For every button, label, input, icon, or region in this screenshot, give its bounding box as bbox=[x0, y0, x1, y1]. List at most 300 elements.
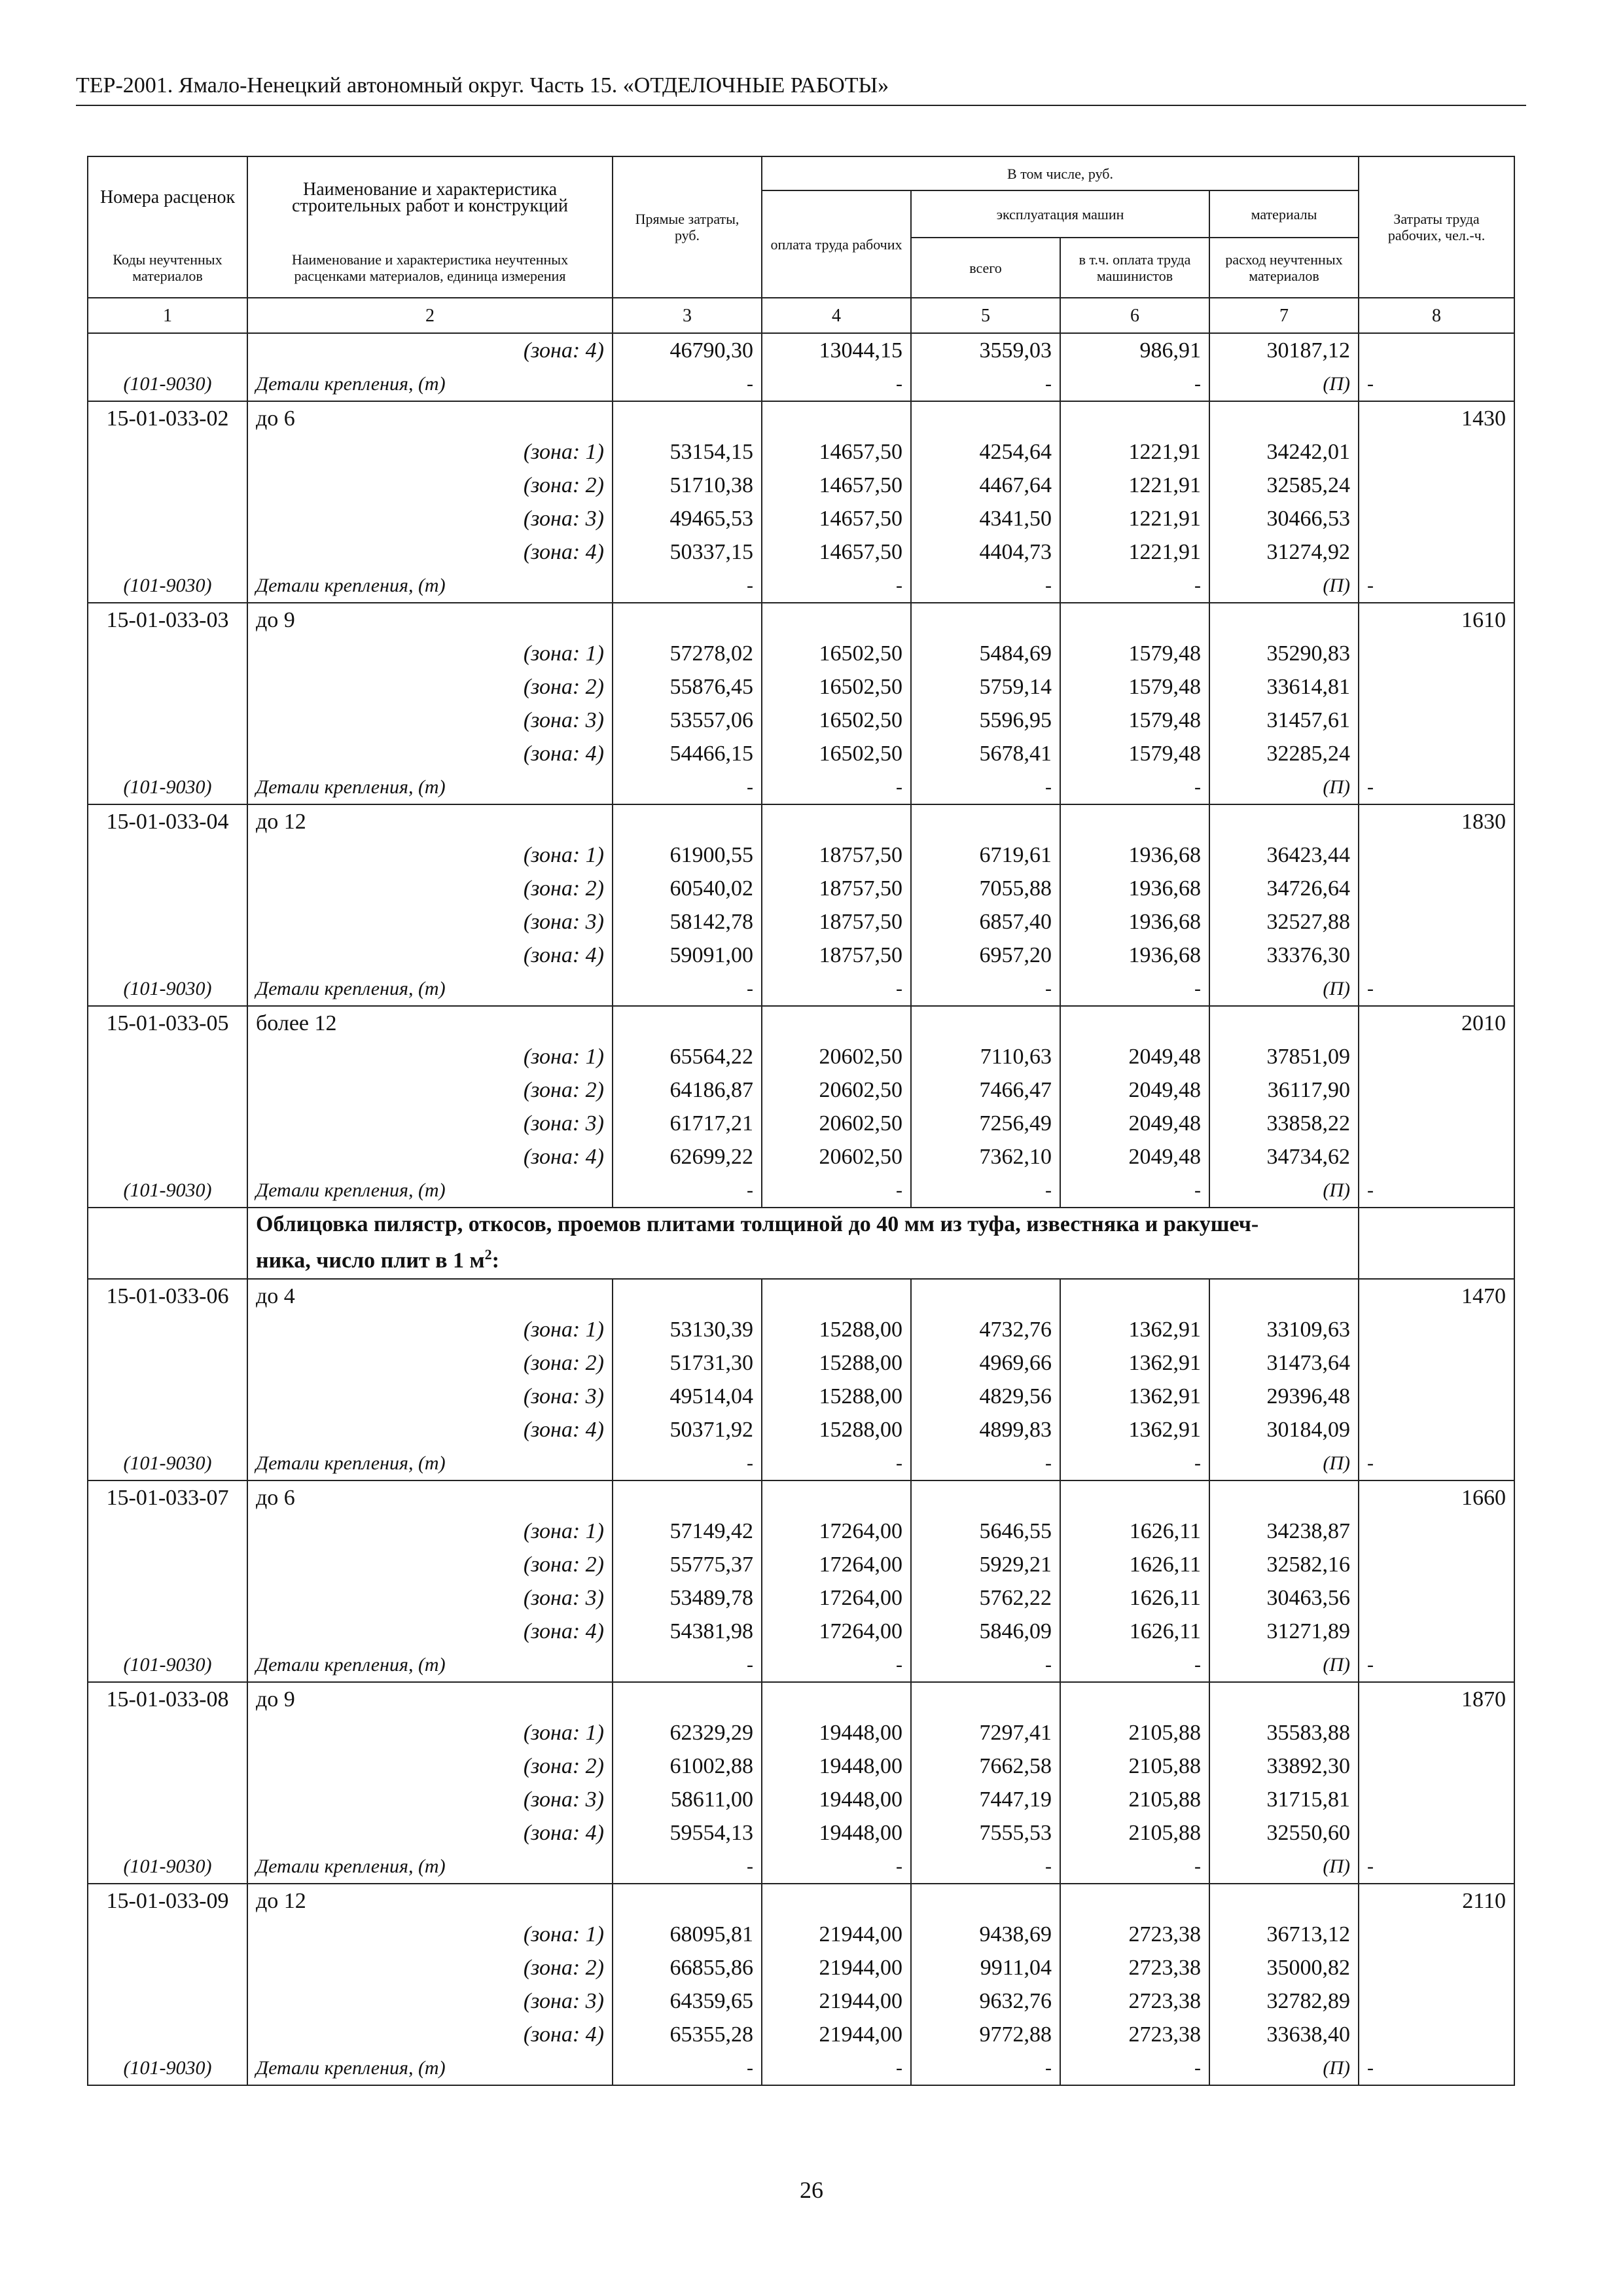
wages-cost: 13044,15 bbox=[762, 333, 911, 367]
material-row bbox=[88, 1446, 1514, 1480]
machines-cost: 4899,83 bbox=[911, 1413, 1060, 1446]
empty-cell bbox=[88, 469, 247, 502]
zone-label: (зона: 2) bbox=[247, 670, 613, 704]
machines-cost: 5846,09 bbox=[911, 1615, 1060, 1648]
direct-cost: 60540,02 bbox=[613, 872, 762, 905]
rate-code: 15-01-033-03 bbox=[88, 603, 247, 637]
machinist-wages: 1936,68 bbox=[1060, 872, 1209, 905]
labor-cost: 1660 bbox=[1359, 1480, 1514, 1515]
empty-cell bbox=[88, 838, 247, 872]
wages-cost: - bbox=[762, 2051, 911, 2085]
materials-cost: 30184,09 bbox=[1209, 1413, 1359, 1446]
machinist-wages: 1626,11 bbox=[1060, 1548, 1209, 1581]
machinist-wages: 2049,48 bbox=[1060, 1140, 1209, 1174]
zone-row bbox=[88, 905, 1514, 939]
machines-cost: 7662,58 bbox=[911, 1749, 1060, 1783]
machines-cost: 5678,41 bbox=[911, 737, 1060, 770]
empty-cell bbox=[613, 1884, 762, 1918]
empty-cell bbox=[613, 1480, 762, 1515]
wages-cost: 18757,50 bbox=[762, 939, 911, 972]
zone-label: (зона: 1) bbox=[247, 1515, 613, 1548]
zone-row bbox=[88, 1951, 1514, 1984]
section-heading-line2: ника, число плит в 1 м bbox=[256, 1248, 485, 1273]
zone-row bbox=[88, 435, 1514, 469]
col-header-machines-total: всего bbox=[911, 238, 1060, 298]
machinist-wages: 2723,38 bbox=[1060, 1918, 1209, 1951]
empty-cell bbox=[1359, 939, 1514, 972]
wages-cost: 18757,50 bbox=[762, 872, 911, 905]
empty-cell bbox=[1359, 905, 1514, 939]
labor-cost: - bbox=[1359, 770, 1514, 804]
materials-cost: (П) bbox=[1209, 1648, 1359, 1682]
material-row bbox=[88, 367, 1514, 401]
direct-cost: - bbox=[613, 1446, 762, 1480]
materials-cost: 34726,64 bbox=[1209, 872, 1359, 905]
zone-label: (зона: 3) bbox=[247, 704, 613, 737]
empty-cell bbox=[1359, 1313, 1514, 1346]
wages-cost: 15288,00 bbox=[762, 1380, 911, 1413]
direct-cost: 53154,15 bbox=[613, 435, 762, 469]
empty-cell bbox=[88, 704, 247, 737]
empty-cell bbox=[1359, 469, 1514, 502]
direct-cost: - bbox=[613, 770, 762, 804]
empty-cell bbox=[88, 737, 247, 770]
rate-code: 15-01-033-05 bbox=[88, 1006, 247, 1040]
materials-cost: 35290,83 bbox=[1209, 637, 1359, 670]
empty-cell bbox=[1060, 401, 1209, 435]
zone-label: (зона: 4) bbox=[247, 1413, 613, 1446]
labor-cost: - bbox=[1359, 1648, 1514, 1682]
empty-cell bbox=[1359, 1615, 1514, 1648]
empty-cell bbox=[1359, 1951, 1514, 1984]
zone-row bbox=[88, 502, 1514, 535]
materials-cost: 34242,01 bbox=[1209, 435, 1359, 469]
empty-cell bbox=[88, 939, 247, 972]
zone-row bbox=[88, 1749, 1514, 1783]
material-row bbox=[88, 1174, 1514, 1208]
wages-cost: 16502,50 bbox=[762, 704, 911, 737]
materials-cost: 32582,16 bbox=[1209, 1548, 1359, 1581]
column-numbers-row bbox=[88, 298, 1514, 333]
empty-cell bbox=[1359, 1107, 1514, 1140]
materials-cost: 32782,89 bbox=[1209, 1984, 1359, 2018]
machines-cost: 4404,73 bbox=[911, 535, 1060, 569]
material-name: Детали крепления, (т) bbox=[247, 367, 613, 401]
materials-cost: 36423,44 bbox=[1209, 838, 1359, 872]
empty-cell bbox=[911, 1480, 1060, 1515]
materials-cost: 35000,82 bbox=[1209, 1951, 1359, 1984]
zone-label: (зона: 4) bbox=[247, 737, 613, 770]
machines-cost: 7297,41 bbox=[911, 1716, 1060, 1749]
empty-cell bbox=[762, 1682, 911, 1716]
machines-cost: 4254,64 bbox=[911, 435, 1060, 469]
wages-cost: 21944,00 bbox=[762, 2018, 911, 2051]
zone-label: (зона: 4) bbox=[247, 939, 613, 972]
material-name: Детали крепления, (т) bbox=[247, 1174, 613, 1208]
empty-cell bbox=[88, 333, 247, 367]
machinist-wages: 2049,48 bbox=[1060, 1107, 1209, 1140]
labor-cost: - bbox=[1359, 1174, 1514, 1208]
empty-cell bbox=[762, 1279, 911, 1313]
section-heading-row bbox=[88, 1208, 1514, 1279]
empty-cell bbox=[1359, 1515, 1514, 1548]
materials-cost: 33638,40 bbox=[1209, 2018, 1359, 2051]
machinist-wages: 1221,91 bbox=[1060, 535, 1209, 569]
zone-label: (зона: 2) bbox=[247, 1073, 613, 1107]
rate-name: до 12 bbox=[247, 1884, 613, 1918]
empty-cell bbox=[88, 1918, 247, 1951]
materials-cost: (П) bbox=[1209, 1174, 1359, 1208]
direct-cost: 55775,37 bbox=[613, 1548, 762, 1581]
empty-cell bbox=[911, 1279, 1060, 1313]
materials-cost: (П) bbox=[1209, 569, 1359, 603]
zone-row bbox=[88, 1716, 1514, 1749]
empty-cell bbox=[1359, 2018, 1514, 2051]
wages-cost: 20602,50 bbox=[762, 1040, 911, 1073]
zone-label: (зона: 3) bbox=[247, 1984, 613, 2018]
zone-row bbox=[88, 1107, 1514, 1140]
materials-cost: 36117,90 bbox=[1209, 1073, 1359, 1107]
page-header: ТЕР-2001. Ямало-Ненецкий автономный округ. Часть 15. «ОТДЕЛОЧНЫЕ РАБОТЫ» bbox=[76, 73, 889, 98]
zone-label: (зона: 3) bbox=[247, 905, 613, 939]
direct-cost: 53557,06 bbox=[613, 704, 762, 737]
machinist-wages: 2723,38 bbox=[1060, 1984, 1209, 2018]
materials-cost: 31715,81 bbox=[1209, 1783, 1359, 1816]
labor-cost: 1470 bbox=[1359, 1279, 1514, 1313]
direct-cost: 64359,65 bbox=[613, 1984, 762, 2018]
machinist-wages: - bbox=[1060, 770, 1209, 804]
empty-cell bbox=[613, 401, 762, 435]
direct-cost: - bbox=[613, 2051, 762, 2085]
empty-cell bbox=[88, 435, 247, 469]
materials-cost: 34734,62 bbox=[1209, 1140, 1359, 1174]
machines-cost: - bbox=[911, 972, 1060, 1006]
machinist-wages: 1362,91 bbox=[1060, 1313, 1209, 1346]
direct-cost: 65355,28 bbox=[613, 2018, 762, 2051]
empty-cell bbox=[613, 804, 762, 838]
zone-row bbox=[88, 939, 1514, 972]
material-name: Детали крепления, (т) bbox=[247, 1446, 613, 1480]
materials-cost: (П) bbox=[1209, 2051, 1359, 2085]
wages-cost: 16502,50 bbox=[762, 670, 911, 704]
zone-label: (зона: 1) bbox=[247, 1716, 613, 1749]
empty-cell bbox=[1209, 1480, 1359, 1515]
zone-row bbox=[88, 1073, 1514, 1107]
direct-cost: 54466,15 bbox=[613, 737, 762, 770]
zone-label: (зона: 4) bbox=[247, 1615, 613, 1648]
zone-label: (зона: 1) bbox=[247, 838, 613, 872]
material-row bbox=[88, 2051, 1514, 2085]
direct-cost: 68095,81 bbox=[613, 1918, 762, 1951]
rate-name: до 9 bbox=[247, 1682, 613, 1716]
materials-cost: 32585,24 bbox=[1209, 469, 1359, 502]
empty-cell bbox=[88, 1984, 247, 2018]
zone-row bbox=[88, 1548, 1514, 1581]
zone-label: (зона: 1) bbox=[247, 637, 613, 670]
empty-cell bbox=[1359, 872, 1514, 905]
machines-cost: - bbox=[911, 569, 1060, 603]
labor-cost: - bbox=[1359, 1850, 1514, 1884]
labor-cost: 2010 bbox=[1359, 1006, 1514, 1040]
direct-cost: 51710,38 bbox=[613, 469, 762, 502]
empty-cell bbox=[88, 1313, 247, 1346]
machinist-wages: 1579,48 bbox=[1060, 637, 1209, 670]
wages-cost: - bbox=[762, 367, 911, 401]
section-heading-tail: : bbox=[491, 1248, 499, 1273]
zone-label: (зона: 4) bbox=[247, 333, 613, 367]
direct-cost: 61002,88 bbox=[613, 1749, 762, 1783]
machinist-wages: 2049,48 bbox=[1060, 1040, 1209, 1073]
col-header-machines-wages: в т.ч. оплата труда машинистов bbox=[1060, 238, 1209, 298]
materials-cost: 34238,87 bbox=[1209, 1515, 1359, 1548]
machines-cost: 7256,49 bbox=[911, 1107, 1060, 1140]
empty-cell bbox=[88, 502, 247, 535]
material-name: Детали крепления, (т) bbox=[247, 2051, 613, 2085]
empty-cell bbox=[88, 1716, 247, 1749]
zone-label: (зона: 3) bbox=[247, 502, 613, 535]
materials-cost: (П) bbox=[1209, 367, 1359, 401]
materials-cost: 31473,64 bbox=[1209, 1346, 1359, 1380]
direct-cost: 49465,53 bbox=[613, 502, 762, 535]
direct-cost: - bbox=[613, 1174, 762, 1208]
zone-row bbox=[88, 1413, 1514, 1446]
empty-cell bbox=[88, 1615, 247, 1648]
empty-cell bbox=[88, 637, 247, 670]
machinist-wages: 2723,38 bbox=[1060, 2018, 1209, 2051]
wages-cost: 18757,50 bbox=[762, 905, 911, 939]
empty-cell bbox=[1359, 670, 1514, 704]
zone-label: (зона: 3) bbox=[247, 1581, 613, 1615]
wages-cost: 19448,00 bbox=[762, 1816, 911, 1850]
wages-cost: 14657,50 bbox=[762, 535, 911, 569]
direct-cost: - bbox=[613, 569, 762, 603]
machines-cost: - bbox=[911, 2051, 1060, 2085]
machinist-wages: 1362,91 bbox=[1060, 1346, 1209, 1380]
empty-cell bbox=[613, 603, 762, 637]
machines-cost: - bbox=[911, 367, 1060, 401]
material-name: Детали крепления, (т) bbox=[247, 1850, 613, 1884]
machinist-wages: 1362,91 bbox=[1060, 1413, 1209, 1446]
wages-cost: 16502,50 bbox=[762, 637, 911, 670]
empty-cell bbox=[88, 1140, 247, 1174]
empty-cell bbox=[1359, 1413, 1514, 1446]
direct-cost: 58611,00 bbox=[613, 1783, 762, 1816]
col-header-wages: оплата труда рабочих bbox=[762, 190, 911, 298]
page-number: 26 bbox=[800, 2177, 823, 2203]
material-code: (101-9030) bbox=[88, 972, 247, 1006]
zone-label: (зона: 2) bbox=[247, 872, 613, 905]
labor-cost: 1830 bbox=[1359, 804, 1514, 838]
wages-cost: - bbox=[762, 1850, 911, 1884]
materials-cost: 36713,12 bbox=[1209, 1918, 1359, 1951]
empty-cell bbox=[911, 1006, 1060, 1040]
rate-name: более 12 bbox=[247, 1006, 613, 1040]
materials-cost: (П) bbox=[1209, 1446, 1359, 1480]
machinist-wages: 1579,48 bbox=[1060, 670, 1209, 704]
zone-row bbox=[88, 333, 1514, 367]
col-header-name: Наименование и характеристика строительных работ и конструкций bbox=[247, 156, 613, 238]
empty-cell bbox=[1359, 637, 1514, 670]
empty-cell bbox=[88, 1783, 247, 1816]
labor-cost: 2110 bbox=[1359, 1884, 1514, 1918]
section-edge bbox=[88, 1208, 247, 1279]
empty-cell bbox=[762, 1480, 911, 1515]
empty-cell bbox=[1359, 1984, 1514, 2018]
machines-cost: 6719,61 bbox=[911, 838, 1060, 872]
empty-cell bbox=[762, 401, 911, 435]
col-header-including: В том числе, руб. bbox=[762, 156, 1359, 190]
empty-cell bbox=[1359, 1380, 1514, 1413]
materials-cost: 33892,30 bbox=[1209, 1749, 1359, 1783]
zone-row bbox=[88, 1515, 1514, 1548]
rate-row bbox=[88, 1682, 1514, 1716]
col-number: 6 bbox=[1060, 298, 1209, 333]
machines-cost: - bbox=[911, 1446, 1060, 1480]
zone-row bbox=[88, 1313, 1514, 1346]
direct-cost: 51731,30 bbox=[613, 1346, 762, 1380]
rate-name: до 6 bbox=[247, 1480, 613, 1515]
empty-cell bbox=[1209, 804, 1359, 838]
wages-cost: 20602,50 bbox=[762, 1107, 911, 1140]
material-code: (101-9030) bbox=[88, 367, 247, 401]
direct-cost: - bbox=[613, 367, 762, 401]
empty-cell bbox=[88, 1515, 247, 1548]
zone-row bbox=[88, 1380, 1514, 1413]
zone-label: (зона: 2) bbox=[247, 1548, 613, 1581]
wages-cost: - bbox=[762, 770, 911, 804]
col-number: 8 bbox=[1359, 298, 1514, 333]
col-header-direct: Прямые затраты, руб. bbox=[613, 156, 762, 298]
machines-cost: 5646,55 bbox=[911, 1515, 1060, 1548]
empty-cell bbox=[911, 603, 1060, 637]
machines-cost: 7555,53 bbox=[911, 1816, 1060, 1850]
direct-cost: 50337,15 bbox=[613, 535, 762, 569]
zone-row bbox=[88, 1984, 1514, 2018]
labor-cost: 1870 bbox=[1359, 1682, 1514, 1716]
labor-cost: 1610 bbox=[1359, 603, 1514, 637]
machinist-wages: - bbox=[1060, 367, 1209, 401]
empty-cell bbox=[1060, 1279, 1209, 1313]
rate-row bbox=[88, 1884, 1514, 1918]
col-number: 2 bbox=[247, 298, 613, 333]
empty-cell bbox=[88, 1749, 247, 1783]
direct-cost: 62329,29 bbox=[613, 1716, 762, 1749]
materials-cost: (П) bbox=[1209, 1850, 1359, 1884]
material-name: Детали крепления, (т) bbox=[247, 1648, 613, 1682]
zone-row bbox=[88, 1918, 1514, 1951]
zone-label: (зона: 2) bbox=[247, 1346, 613, 1380]
machines-cost: 7362,10 bbox=[911, 1140, 1060, 1174]
machines-cost: - bbox=[911, 1174, 1060, 1208]
machinist-wages: 1936,68 bbox=[1060, 939, 1209, 972]
wages-cost: 14657,50 bbox=[762, 502, 911, 535]
direct-cost: 57149,42 bbox=[613, 1515, 762, 1548]
empty-cell bbox=[1060, 603, 1209, 637]
empty-cell bbox=[88, 1413, 247, 1446]
empty-cell bbox=[88, 670, 247, 704]
empty-cell bbox=[1209, 401, 1359, 435]
materials-cost: 31457,61 bbox=[1209, 704, 1359, 737]
direct-cost: 53489,78 bbox=[613, 1581, 762, 1615]
rate-row bbox=[88, 1279, 1514, 1313]
zone-row bbox=[88, 535, 1514, 569]
wages-cost: 15288,00 bbox=[762, 1413, 911, 1446]
empty-cell bbox=[762, 804, 911, 838]
zone-row bbox=[88, 872, 1514, 905]
empty-cell bbox=[1359, 1749, 1514, 1783]
material-row bbox=[88, 1648, 1514, 1682]
machines-cost: 5484,69 bbox=[911, 637, 1060, 670]
wages-cost: 19448,00 bbox=[762, 1749, 911, 1783]
materials-cost: 33376,30 bbox=[1209, 939, 1359, 972]
empty-cell bbox=[1359, 502, 1514, 535]
material-code: (101-9030) bbox=[88, 1850, 247, 1884]
machines-cost: 6857,40 bbox=[911, 905, 1060, 939]
materials-cost: 32527,88 bbox=[1209, 905, 1359, 939]
material-row bbox=[88, 569, 1514, 603]
empty-cell bbox=[1209, 1884, 1359, 1918]
empty-cell bbox=[88, 2018, 247, 2051]
rate-name: до 6 bbox=[247, 401, 613, 435]
machines-cost: 5929,21 bbox=[911, 1548, 1060, 1581]
material-code: (101-9030) bbox=[88, 770, 247, 804]
zone-label: (зона: 3) bbox=[247, 1783, 613, 1816]
machinist-wages: 1626,11 bbox=[1060, 1515, 1209, 1548]
empty-cell bbox=[88, 1073, 247, 1107]
machinist-wages: 1221,91 bbox=[1060, 469, 1209, 502]
materials-cost: 32550,60 bbox=[1209, 1816, 1359, 1850]
empty-cell bbox=[911, 401, 1060, 435]
zone-label: (зона: 2) bbox=[247, 469, 613, 502]
col-number: 7 bbox=[1209, 298, 1359, 333]
machines-cost: 9438,69 bbox=[911, 1918, 1060, 1951]
empty-cell bbox=[88, 1380, 247, 1413]
col-header-code: Номера расценок bbox=[88, 156, 247, 238]
machinist-wages: 1936,68 bbox=[1060, 838, 1209, 872]
labor-cost: - bbox=[1359, 972, 1514, 1006]
zone-label: (зона: 1) bbox=[247, 1313, 613, 1346]
machinist-wages: 2105,88 bbox=[1060, 1816, 1209, 1850]
wages-cost: 21944,00 bbox=[762, 1984, 911, 2018]
col-number: 1 bbox=[88, 298, 247, 333]
machines-cost: - bbox=[911, 770, 1060, 804]
empty-cell bbox=[1359, 1581, 1514, 1615]
machinist-wages: 2723,38 bbox=[1060, 1951, 1209, 1984]
empty-cell bbox=[1359, 1040, 1514, 1073]
section-heading bbox=[247, 1208, 1359, 1279]
direct-cost: 55876,45 bbox=[613, 670, 762, 704]
table-header bbox=[88, 156, 1514, 333]
wages-cost: 19448,00 bbox=[762, 1783, 911, 1816]
empty-cell bbox=[88, 1040, 247, 1073]
empty-cell bbox=[1359, 333, 1514, 367]
rate-code: 15-01-033-08 bbox=[88, 1682, 247, 1716]
direct-cost: 66855,86 bbox=[613, 1951, 762, 1984]
zone-row bbox=[88, 1783, 1514, 1816]
empty-cell bbox=[88, 1951, 247, 1984]
zone-row bbox=[88, 1140, 1514, 1174]
material-code: (101-9030) bbox=[88, 1446, 247, 1480]
col-header-materials: материалы bbox=[1209, 190, 1359, 238]
machines-cost: - bbox=[911, 1648, 1060, 1682]
direct-cost: - bbox=[613, 1850, 762, 1884]
wages-cost: 18757,50 bbox=[762, 838, 911, 872]
zone-label: (зона: 4) bbox=[247, 1816, 613, 1850]
direct-cost: 61900,55 bbox=[613, 838, 762, 872]
machinist-wages: 2049,48 bbox=[1060, 1073, 1209, 1107]
wages-cost: 17264,00 bbox=[762, 1515, 911, 1548]
direct-cost: 61717,21 bbox=[613, 1107, 762, 1140]
